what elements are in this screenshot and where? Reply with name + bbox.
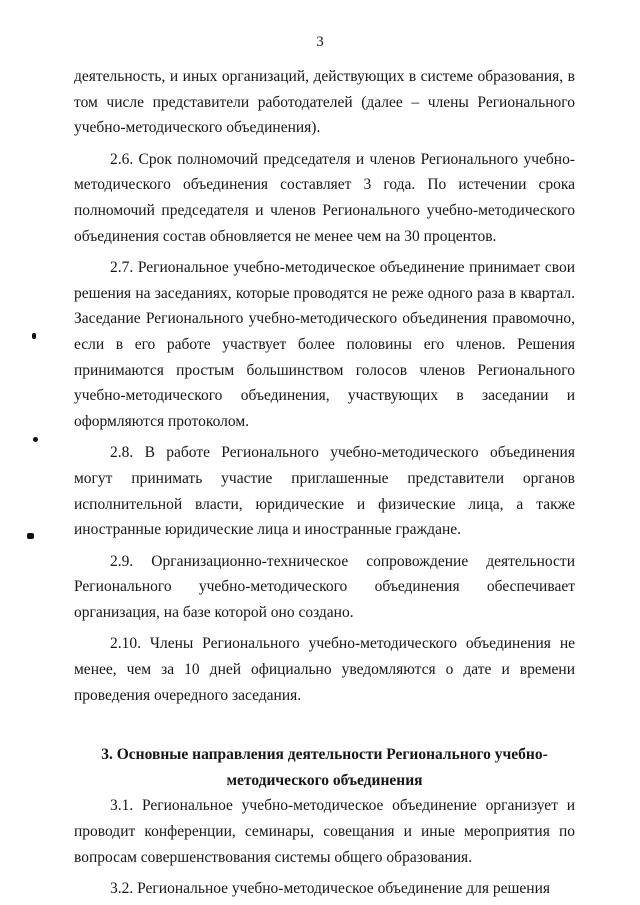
paragraph-continuation: деятельность, и иных организаций, действующих в системе образования, в том числе представители работодателей (далее – члены Регионального учебно-методического объединения). — [74, 68, 575, 137]
document-body — [74, 64, 575, 902]
section-heading — [74, 742, 575, 793]
paragraph-2-7: 2.7. Региональное учебно-методическое объединение принимает свои решения на заседаниях, которые проводятся не реже одного раза в квартал. Заседание Регионального учебно-методического объединения правомочно, если в его работе участвует более половины его членов. Решения принимаются простым большинством голосов членов Регионального учебно-методического объединения, участвующих в заседании и оформляются протоколом. — [74, 259, 575, 430]
paragraph-3-1: 3.1. Региональное учебно-методическое объединение организует и проводит конференции, семинары, совещания и иные мероприятия по вопросам совершенствования системы общего образования. — [74, 797, 575, 866]
section-heading-line2: методического объединения — [226, 771, 423, 789]
paragraph-2-10: 2.10. Члены Регионального учебно-методического объединения не менее, чем за 10 дней официально уведомляются о дате и времени проведения очередного заседания. — [74, 635, 575, 704]
page-number: 3 — [316, 34, 324, 50]
paragraph-3-2: 3.2. Региональное учебно-методическое объединение для решения — [110, 880, 550, 898]
scan-mark — [32, 333, 36, 339]
paragraph-2-6: 2.6. Срок полномочий председателя и членов Регионального учебно-методического объединения составляет 3 года. По истечении срока полномочий председателя и членов Регионального учебно-методического объединения состав обновляется не менее чем на 30 процентов. — [74, 150, 575, 245]
paragraph-2-9: 2.9. Организационно-техническое сопровождение деятельности Регионального учебно-методического объединения обеспечивает организация, на базе которой оно создано. — [74, 552, 575, 621]
paragraph-2-8: 2.8. В работе Регионального учебно-методического объединения могут принимать участие приглашенные представители органов исполнительной власти, юридические и физические лица, а также иностранные юридические лица и иностранные граждане. — [74, 444, 575, 539]
section-heading-line1: 3. Основные направления деятельности Регионального учебно- — [101, 746, 548, 764]
scan-mark — [33, 437, 38, 442]
scan-mark — [27, 533, 34, 539]
